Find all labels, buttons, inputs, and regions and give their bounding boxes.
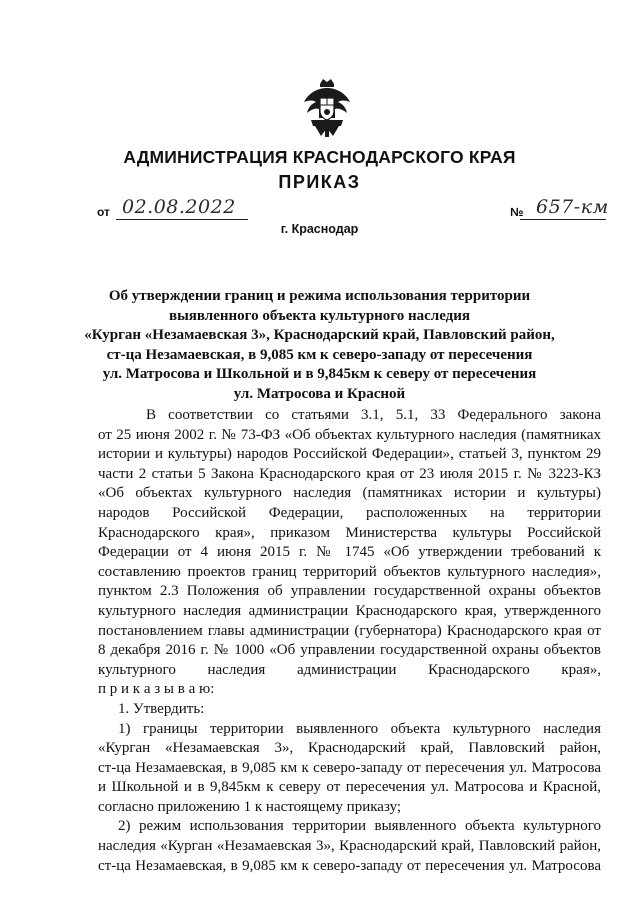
body-line: 8 декабря 2016 г. № 1000 «Об управлении государственной охраны объектов [98, 642, 601, 659]
date-underline [116, 219, 248, 220]
title-line: «Курган «Незамаевская 3», Краснодарский край, Павловский район, [84, 327, 555, 344]
body-line: части 2 статьи 5 Закона Краснодарского края от 23 июля 2015 г. № 3223-КЗ [98, 465, 601, 482]
date-label: от [97, 205, 110, 219]
body-line: ст-ца Незамаевская, в 9,085 км к северо-западу от пересечения ул. Матросова [98, 759, 601, 776]
body-line: «Об объектах культурного наследия (памятниках истории и культуры) [98, 485, 601, 502]
coat-of-arms-icon [301, 78, 353, 138]
date-handwritten: 02.08.2022 [122, 196, 236, 218]
body-line: В соответствии со статьями 3.1, 5.1, 33 Федерального закона [146, 407, 601, 423]
body-line: культурного наследия администрации Краснодарского края, утвержденного [98, 602, 601, 619]
number-handwritten: 657-км [536, 196, 609, 218]
document-body [98, 406, 601, 876]
body-line: истории и культуры) народов Российской Федерации», статьей 3, пунктом 29 [98, 446, 601, 463]
title-line: ул. Матросова и Красной [233, 385, 406, 402]
body-line: 1) границы территории выявленного объекта культурного наследия [118, 720, 601, 737]
body-line: постановлением главы администрации (губернатора) Краснодарского края от [98, 622, 601, 639]
body-line-item-heading: 1. Утвердить: [118, 700, 205, 717]
body-line: Краснодарского края», приказом Министерства культуры Российской [98, 524, 601, 541]
body-line: «Курган «Незамаевская 3», Краснодарский край, Павловский район, [98, 740, 601, 757]
body-line: от 25 июня 2002 г. № 73-ФЗ «Об объектах культурного наследия (памятниках [98, 426, 601, 443]
body-line: и Школьной и в 9,845км к северу от пересечения ул. Матросова и Красной, [98, 779, 601, 796]
body-line: ст-ца Незамаевская, в 9,085 км к северо-западу от пересечения ул. Матросова [98, 857, 601, 874]
city-name: г. Краснодар [280, 222, 359, 236]
body-line: составлению проектов границ территорий объектов культурного наследия», [98, 563, 601, 580]
document-type: ПРИКАЗ [278, 172, 361, 192]
body-line: согласно приложению 1 к настоящему приказу; [98, 798, 402, 815]
body-line-directive: п р и к а з ы в а ю: [98, 681, 215, 698]
number-underline [520, 219, 606, 220]
title-line: выявленного объекта культурного наследия [168, 307, 471, 324]
body-line: пунктом 2.3 Положения об управлении государственной охраны объектов [98, 583, 601, 600]
title-line: ул. Матросова и Школьной и в 9,845км к северу от пересечения [102, 366, 537, 383]
number-label: № [510, 205, 524, 219]
title-line: ст-ца Незамаевская, в 9,085 км к северо-западу от пересечения [106, 346, 533, 363]
title-line: Об утверждении границ и режима использования территории [108, 288, 531, 304]
document-title [60, 287, 579, 405]
body-line: наследия «Курган «Незамаевская 3», Краснодарский край, Павловский район, [98, 838, 601, 855]
organization-name: АДМИНИСТРАЦИЯ КРАСНОДАРСКОГО КРАЯ [123, 147, 516, 167]
body-line: культурного наследия администрации Краснодарского края», [98, 661, 601, 678]
body-line: 2) режим использования территории выявленного объекта культурного [118, 818, 601, 835]
body-line: народов Российской Федерации, расположенных на территории [98, 504, 601, 521]
body-line: Федерации от 4 июня 2015 г. № 1745 «Об утверждении требований к [98, 544, 601, 561]
